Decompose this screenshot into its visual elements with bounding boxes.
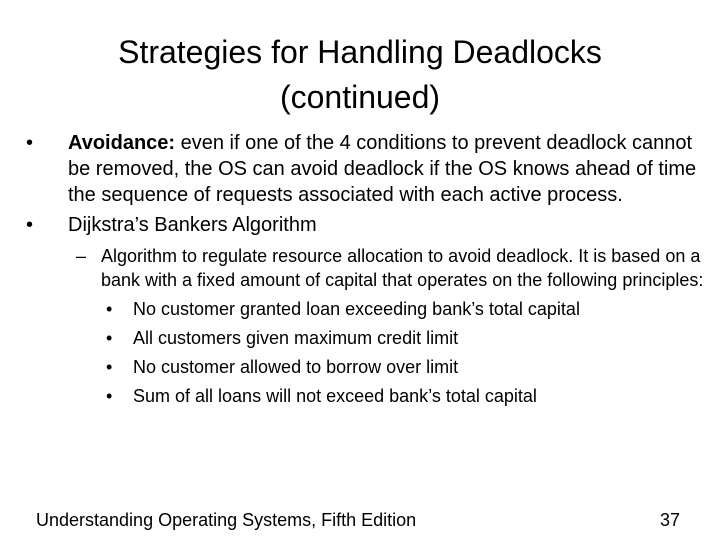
bullet-icon: • bbox=[26, 132, 34, 154]
slide-title-line-1: Strategies for Handling Deadlocks bbox=[118, 34, 602, 70]
slide-title-line-2: (continued) bbox=[279, 79, 441, 115]
sub-bullet-text: Algorithm to regulate resource allocation to avoid deadlock. It is based on a bank with a fixed amount of capital that operates on the following principles: bbox=[101, 246, 704, 290]
bullet-avoidance bbox=[26, 130, 706, 208]
principle-item bbox=[106, 297, 706, 321]
bullet-avoidance-term: Avoidance: bbox=[68, 132, 176, 154]
bullet-icon: • bbox=[106, 386, 113, 406]
bullet-icon: • bbox=[106, 328, 113, 348]
principle-text: No customer granted loan exceeding bank’s total capital bbox=[133, 299, 580, 319]
bullet-icon: • bbox=[106, 357, 113, 377]
bullet-bankers-algorithm-text: Dijkstra’s Bankers Algorithm bbox=[68, 214, 317, 236]
dash-icon: – bbox=[76, 246, 87, 266]
bullet-icon: • bbox=[106, 299, 113, 319]
principle-item bbox=[106, 384, 706, 408]
principle-item bbox=[106, 355, 706, 379]
bullet-bankers-algorithm bbox=[26, 212, 706, 238]
principle-item bbox=[106, 326, 706, 350]
principle-text: No customer allowed to borrow over limit bbox=[133, 357, 459, 377]
sub-bullet-algorithm-description bbox=[76, 244, 706, 292]
bullet-avoidance-text: even if one of the 4 conditions to prevent deadlock cannot be removed, the OS can avoid deadlock if the OS knows ahead of time the sequence of requests associated with each active process. bbox=[68, 132, 697, 206]
principle-text: Sum of all loans will not exceed bank’s total capital bbox=[133, 386, 537, 406]
page-number: 37 bbox=[659, 510, 680, 530]
principle-text: All customers given maximum credit limit bbox=[133, 328, 459, 348]
slide-body bbox=[26, 130, 706, 408]
slide-title bbox=[0, 30, 720, 120]
footer-book-title: Understanding Operating Systems, Fifth Edition bbox=[36, 510, 417, 530]
bullet-icon: • bbox=[26, 214, 34, 236]
